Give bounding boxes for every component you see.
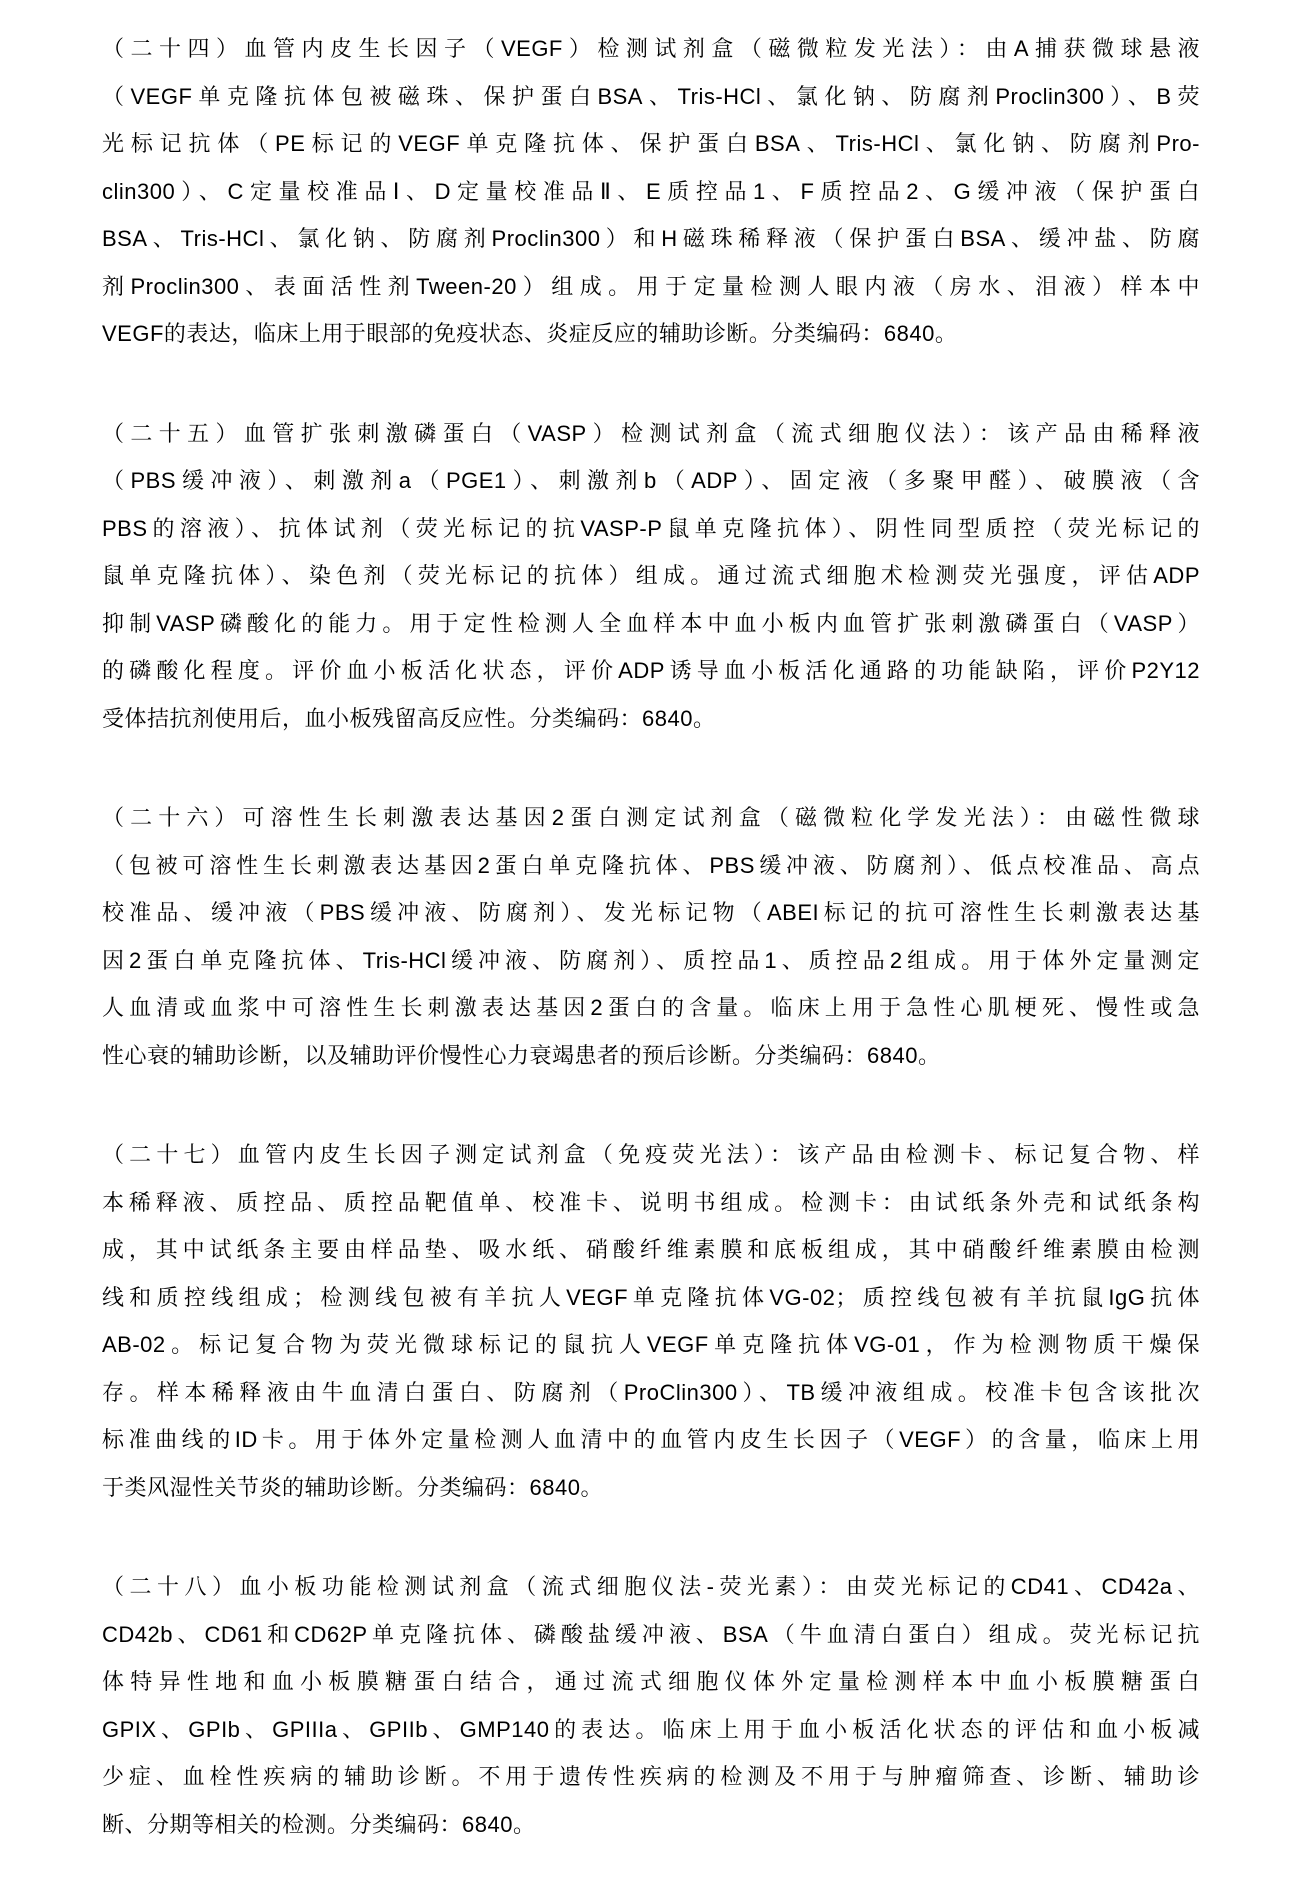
paragraph-item-24 (102, 25, 1200, 358)
text-line: 受体拮抗剂使用后，血小板残留高反应性。分类编码：6840。 (102, 705, 716, 731)
text-line: 抑制VASP磷酸化的能力。用于定性检测人全血样本中血小板内血管扩张刺激磷蛋白（VASP） (102, 610, 1200, 636)
text-line: BSA、Tris-HCl、氯化钠、防腐剂Proclin300）和H磁珠稀释液（保护蛋白BSA、缓冲盐、防腐 (102, 226, 1200, 251)
text-line: 因2蛋白单克隆抗体、Tris-HCl缓冲液、防腐剂）、质控品1、质控品2组成。用于体外定量测定 (102, 947, 1200, 973)
text-line: 的磷酸化程度。评价血小板活化状态，评价ADP诱导血小板活化通路的功能缺陷，评价P2Y12 (102, 658, 1200, 683)
text-line: 体特异性地和血小板膜糖蛋白结合，通过流式细胞仪体外定量检测样本中血小板膜糖蛋白 (102, 1669, 1200, 1694)
text-line: 存。样本稀释液由牛血清白蛋白、防腐剂（ProClin300）、TB缓冲液组成。校准卡包含该批次 (102, 1379, 1200, 1405)
paragraph-item-25 (102, 410, 1200, 743)
text-line: AB-02。标记复合物为荧光微球标记的鼠抗人VEGF单克隆抗体VG-01，作为检测物质干燥保 (102, 1332, 1200, 1357)
text-line: （二十七）血管内皮生长因子测定试剂盒（免疫荧光法）：该产品由检测卡、标记复合物、样 (102, 1142, 1200, 1167)
text-line: PBS的溶液）、抗体试剂（荧光标记的抗VASP-P鼠单克隆抗体）、阴性同型质控（荧光标记的 (102, 515, 1200, 541)
text-line: 标准曲线的ID卡。用于体外定量检测人血清中的血管内皮生长因子（VEGF）的含量，临床上用 (102, 1427, 1200, 1452)
text-line: （二十八）血小板功能检测试剂盒（流式细胞仪法-荧光素）：由荧光标记的CD41、CD42a、 (102, 1574, 1200, 1599)
text-line: （PBS缓冲液）、刺激剂a（PGE1）、刺激剂b（ADP）、固定液（多聚甲醛）、破膜液（含 (102, 468, 1200, 493)
text-line: 少症、血栓性疾病的辅助诊断。不用于遗传性疾病的检测及不用于与肿瘤筛查、诊断、辅助诊 (102, 1764, 1200, 1789)
paragraph-item-27 (102, 1131, 1200, 1511)
text-line: （二十五）血管扩张刺激磷蛋白（VASP）检测试剂盒（流式细胞仪法）：该产品由稀释液 (102, 420, 1200, 446)
text-line: （包被可溶性生长刺激表达基因2蛋白单克隆抗体、PBS缓冲液、防腐剂）、低点校准品、高点 (102, 852, 1200, 878)
text-line: GPIX、GPIb、GPIIIa、GPIIb、GMP140的表达。临床上用于血小板活化状态的评估和血小板减 (102, 1716, 1200, 1742)
text-line: CD42b、CD61和CD62P单克隆抗体、磷酸盐缓冲液、BSA（牛血清白蛋白）组成。荧光标记抗 (102, 1621, 1200, 1647)
text-line: 本稀释液、质控品、质控品靶值单、校准卡、说明书组成。检测卡：由试纸条外壳和试纸条构 (102, 1189, 1200, 1215)
text-line: 鼠单克隆抗体）、染色剂（荧光标记的抗体）组成。通过流式细胞术检测荧光强度，评估ADP (102, 563, 1200, 588)
text-line: 性心衰的辅助诊断，以及辅助评价慢性心力衰竭患者的预后诊断。分类编码：6840。 (102, 1042, 941, 1068)
text-line: 人血清或血浆中可溶性生长刺激表达基因2蛋白的含量。临床上用于急性心肌梗死、慢性或急 (102, 995, 1200, 1020)
text-line: 剂Proclin300、表面活性剂Tween-20）组成。用于定量检测人眼内液（房水、泪液）样本中 (102, 273, 1200, 299)
text-line: VEGF的表达，临床上用于眼部的免疫状态、炎症反应的辅助诊断。分类编码：6840。 (102, 321, 958, 346)
paragraph-item-26 (102, 794, 1200, 1079)
text-line: 断、分期等相关的检测。分类编码：6840。 (102, 1811, 536, 1837)
text-line: 校准品、缓冲液（PBS缓冲液、防腐剂）、发光标记物（ABEI标记的抗可溶性生长刺激表达基 (102, 900, 1200, 925)
text-line: 于类风湿性关节炎的辅助诊断。分类编码：6840。 (102, 1474, 603, 1500)
text-line: 线和质控线组成；检测线包被有羊抗人VEGF单克隆抗体VG-02；质控线包被有羊抗鼠IgG抗体 (102, 1284, 1200, 1310)
text-line: （二十四）血管内皮生长因子（VEGF）检测试剂盒（磁微粒发光法）：由A捕获微球悬液 (102, 36, 1200, 61)
text-line: 光标记抗体（PE标记的VEGF单克隆抗体、保护蛋白BSA、Tris-HCl、氯化钠、防腐剂Pro- (102, 131, 1200, 156)
text-line: 成，其中试纸条主要由样品垫、吸水纸、硝酸纤维素膜和底板组成，其中硝酸纤维素膜由检测 (102, 1237, 1200, 1262)
text-line: clin300）、C定量校准品Ⅰ、D定量校准品Ⅱ、E质控品1、F质控品2、G缓冲液（保护蛋白 (102, 178, 1200, 204)
text-line: （二十六）可溶性生长刺激表达基因2蛋白测定试剂盒（磁微粒化学发光法）：由磁性微球 (102, 805, 1200, 830)
paragraph-item-28 (102, 1563, 1200, 1848)
text-line: （VEGF单克隆抗体包被磁珠、保护蛋白BSA、Tris-HCl、氯化钠、防腐剂Proclin300）、B荧 (102, 83, 1200, 109)
